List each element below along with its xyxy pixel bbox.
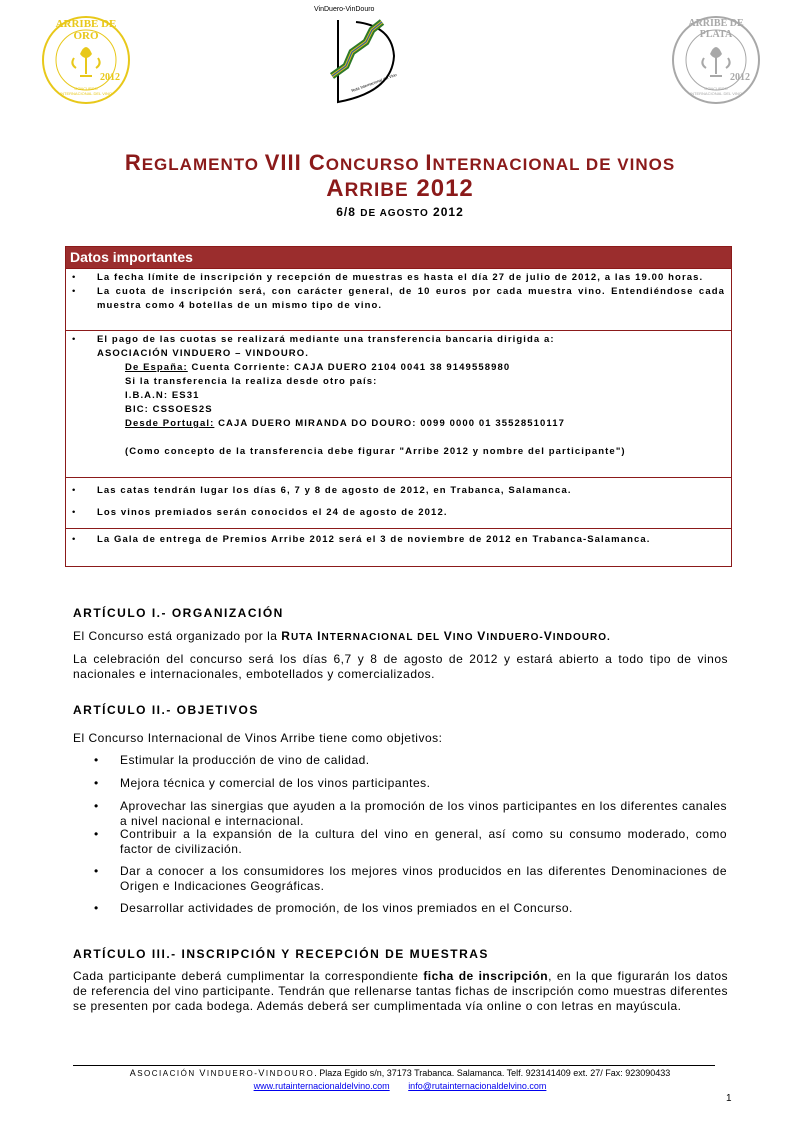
deadline-section: [66, 268, 731, 330]
logo-wordmark: VinDuero-VinDouro: [314, 6, 375, 13]
list-item: • Aprovechar las sinergias que ayuden a la promoción de los vinos participantes en los diferentes canales a nivel nacional e internacional.: [120, 799, 727, 829]
seal-year-silver: 2012: [730, 72, 750, 83]
list-item: • Los vinos premiados serán conocidos el 24 de agosto de 2012.: [72, 506, 725, 520]
website-link[interactable]: www.rutainternacionaldelvino.com: [253, 1081, 390, 1091]
vinduero-vindouro-logo: [312, 6, 404, 106]
arribe-de-oro-seal: [40, 14, 132, 106]
river-route-icon: [312, 6, 404, 106]
page-number: 1: [726, 1093, 732, 1104]
seal-title-silver: ARRIBE DE PLATA: [688, 18, 744, 40]
article-2-intro: El Concurso Internacional de Vinos Arribe tiene como objetivos:: [73, 731, 443, 745]
list-item: • Contribuir a la expansión de la cultura del vino en general, así como su consumo moderado, como factor de civilización.: [120, 827, 727, 857]
article-3-paragraph: Cada participante deberá cumplimentar la correspondiente ficha de inscripción, en la que figurarán los datos de referencia del vino participante. Tendrán que rellenarse tantas fichas de inscripción como muestras diferentes se presenten por cada bodega. Además deberá ser cumplimentada vía online o con letras en mayúscula.: [73, 969, 729, 1013]
important-data-header: Datos importantes: [66, 247, 731, 268]
spain-account: De España: Cuenta Corriente: CAJA DUERO 2104 0041 38 9149558980: [125, 362, 511, 373]
article-1-heading: ARTÍCULO I.- ORGANIZACIÓN: [73, 606, 284, 620]
transfer-concept: (Como concepto de la transferencia debe figurar "Arribe 2012 y nombre del participante"): [125, 446, 626, 457]
tasting-section: [66, 477, 731, 528]
seal-title-gold: ARRIBE DE ORO: [55, 18, 117, 42]
seal-ring-silver: CONCURSO INTERNACIONAL DEL VINO: [690, 86, 742, 96]
page-subtitle: ARRIBE 2012: [326, 175, 474, 202]
footer-address: ASOCIACIÓN VINDUERO-VINDOURO. Plaza Egido s/n, 37173 Trabanca. Salamanca. Telf. 923141409 ext. 27/ Fax: 923090433: [129, 1068, 671, 1078]
article-1-paragraph-1: El Concurso está organizado por la RUTA INTERNACIONAL DEL VINO VINDUERO-VINDOURO.: [73, 629, 611, 643]
important-data-box: [65, 246, 732, 567]
portugal-account: Desde Portugal: CAJA DUERO MIRANDA DO DOURO: 0099 0000 01 35528510117: [125, 418, 566, 429]
article-3-heading: ARTÍCULO III.- INSCRIPCIÓN Y RECEPCIÓN DE MUESTRAS: [73, 947, 489, 961]
article-1-paragraph-2: La celebración del concurso será los días 6,7 y 8 de agosto de 2012 y estará abierto a todo tipo de vinos nacionales e internacionales, embotellados y comercializados.: [73, 652, 728, 681]
seal-ring-gold: CONCURSO INTERNACIONAL DEL VINO: [60, 86, 112, 96]
footer-divider: [73, 1065, 715, 1066]
list-item: • El pago de las cuotas se realizará mediante una transferencia bancaria dirigida a:: [72, 333, 725, 347]
seal-year-gold: 2012: [100, 72, 120, 83]
list-item: • Mejora técnica y comercial de los vinos participantes.: [120, 776, 727, 791]
gala-section: [66, 528, 731, 566]
iban: I.B.A.N: ES31: [125, 390, 200, 401]
other-country-note: Si la transferencia la realiza desde otro país:: [125, 376, 378, 387]
list-item: • Desarrollar actividades de promoción, de los vinos premiados en el Concurso.: [120, 901, 727, 916]
arribe-de-plata-seal: [670, 14, 762, 106]
event-dates: 6/8 DE AGOSTO 2012: [336, 205, 464, 219]
list-item: • Las catas tendrán lugar los días 6, 7 y 8 de agosto de 2012, en Trabanca, Salamanca.: [72, 484, 725, 498]
list-item: • Estimular la producción de vino de calidad.: [120, 753, 727, 768]
association-name: ASOCIACIÓN VINDUERO – VINDOURO.: [97, 348, 309, 359]
list-item: • Dar a conocer a los consumidores los mejores vinos producidos en las diferentes Denominaciones de Origen e Indicaciones Geográficas.: [120, 864, 727, 894]
list-item: • La cuota de inscripción será, con carácter general, de 10 euros por cada muestra vino. Entendiéndose cada muestra como 4 botellas de un mismo tipo de vino.: [72, 285, 725, 313]
logo-subtitle: Ruta Internacional del Vino: [350, 71, 398, 94]
bic: BIC: CSSOES2S: [125, 404, 213, 415]
list-item: • La Gala de entrega de Premios Arribe 2012 será el 3 de noviembre de 2012 en Trabanca-Salamanca.: [72, 533, 725, 547]
list-item: • La fecha límite de inscripción y recepción de muestras es hasta el día 27 de julio de 2012, a las 19.00 horas.: [72, 271, 725, 285]
payment-section: [66, 330, 731, 477]
email-link[interactable]: info@rutainternacionaldelvino.com: [408, 1081, 547, 1091]
page-title: REGLAMENTO VIII CONCURSO INTERNACIONAL DE VINOS: [124, 150, 676, 175]
footer-links: [0, 1081, 800, 1091]
article-2-heading: ARTÍCULO II.- OBJETIVOS: [73, 703, 259, 717]
